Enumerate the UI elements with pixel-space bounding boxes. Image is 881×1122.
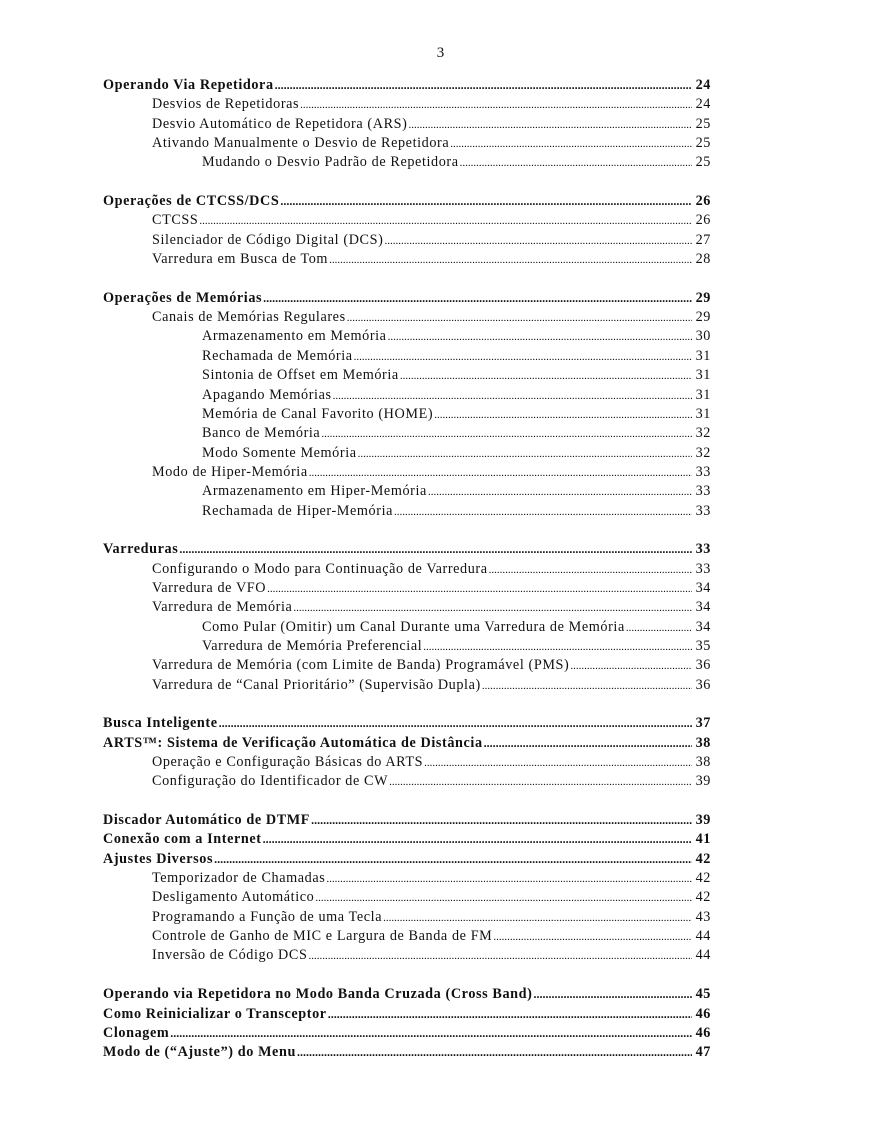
toc-entry-page: 46: [695, 1005, 711, 1022]
toc-entry-page: 24: [695, 77, 711, 93]
toc-leader-dots: [460, 154, 692, 173]
toc-section-entry: [103, 985, 711, 1004]
toc-entry-title: Programando a Função de uma Tecla: [152, 908, 383, 925]
toc-subsection-entry: [103, 134, 711, 153]
toc-entry-page: 35: [695, 637, 711, 654]
toc-entry-title: CTCSS: [152, 212, 199, 229]
toc-spacer: [103, 695, 711, 714]
toc-entry-title: Ativando Manualmente o Desvio de Repetidora: [152, 135, 450, 152]
toc-entry-page: 26: [695, 193, 711, 210]
toc-section-entry: [103, 811, 711, 830]
toc-entry-page: 36: [695, 657, 711, 674]
toc-entry-title: Varredura de Memória: [152, 599, 293, 616]
toc-entry-title: Varredura de VFO: [152, 579, 267, 596]
toc-leader-dots: [423, 638, 692, 657]
toc-entry-page: 32: [695, 444, 711, 461]
toc-leader-dots: [384, 232, 692, 251]
toc-entry-title: Canais de Memórias Regulares: [152, 309, 346, 326]
toc-entry-page: 33: [695, 541, 711, 558]
toc-subsection-entry: [103, 308, 711, 327]
toc-leader-dots: [493, 928, 692, 947]
toc-subsection-entry: [103, 908, 711, 927]
toc-entry-page: 29: [695, 309, 711, 326]
toc-entry-page: 33: [695, 560, 711, 577]
toc-leader-dots: [358, 445, 692, 464]
toc-entry-page: 33: [695, 483, 711, 500]
toc-leader-dots: [328, 1005, 692, 1024]
toc-entry-page: 44: [695, 947, 711, 964]
toc-entry-title: ARTS™: Sistema de Verificação Automática de Distância: [103, 734, 483, 751]
toc-entry-page: 41: [695, 831, 711, 848]
toc-entry-title: Ajustes Diversos: [103, 850, 214, 867]
toc-entry-page: 42: [695, 889, 711, 906]
toc-entry-title: Desvios de Repetidoras: [152, 96, 300, 113]
toc-subsection-entry: [103, 444, 711, 463]
toc-subsection-entry: [103, 869, 711, 888]
toc-subsection-entry: [103, 560, 711, 579]
toc-entry-title: Como Reinicializar o Transceptor: [103, 1005, 327, 1022]
toc-subsection-entry: [103, 405, 711, 424]
toc-leader-dots: [383, 909, 692, 928]
toc-entry-title: Desvio Automático de Repetidora (ARS): [152, 115, 408, 132]
toc-entry-page: 43: [695, 908, 711, 925]
toc-entry-title: Operando Via Repetidora: [103, 77, 274, 93]
toc-entry-title: Operando via Repetidora no Modo Banda Cruzada (Cross Band): [103, 986, 533, 1003]
toc-leader-dots: [326, 870, 692, 889]
toc-section-entry: [103, 734, 711, 753]
toc-subsection-entry: [103, 888, 711, 907]
toc-section-entry: [103, 830, 711, 849]
toc-entry-page: 30: [695, 328, 711, 345]
toc-entry-page: 39: [695, 812, 711, 829]
toc-entry-page: 32: [695, 425, 711, 442]
toc-leader-dots: [484, 734, 692, 753]
toc-entry-page: 38: [695, 734, 711, 751]
toc-entry-title: Discador Automático de DTMF: [103, 812, 311, 829]
toc-entry-title: Configurando o Modo para Continuação de Varredura: [152, 560, 488, 577]
toc-entry-title: Configuração do Identificador de CW: [152, 773, 389, 790]
toc-leader-dots: [308, 947, 692, 966]
toc-subsection-entry: [103, 231, 711, 250]
toc-section-entry: [103, 289, 711, 308]
toc-entry-page: 37: [695, 715, 711, 732]
toc-subsection-entry: [103, 95, 711, 114]
page-number: 3: [436, 45, 445, 61]
toc-entry-title: Varredura de Memória Preferencial: [202, 637, 423, 654]
toc-subsection-entry: [103, 211, 711, 230]
toc-leader-dots: [300, 96, 692, 115]
toc-subsection-entry: [103, 250, 711, 269]
toc-entry-title: Operações de CTCSS/DCS: [103, 193, 280, 210]
toc-entry-title: Varredura em Busca de Tom: [152, 251, 329, 268]
toc-section-entry: [103, 1024, 711, 1043]
toc-leader-dots: [428, 483, 692, 502]
toc-subsection-entry: [103, 482, 711, 501]
toc-section-entry: [103, 540, 711, 559]
toc-entry-title: Busca Inteligente: [103, 715, 218, 732]
toc-spacer: [103, 521, 711, 540]
toc-entry-page: 34: [695, 618, 711, 635]
toc-entry-page: 31: [695, 347, 711, 364]
toc-section-entry: [103, 1043, 711, 1062]
toc-entry-page: 25: [695, 154, 711, 171]
toc-leader-dots: [311, 811, 692, 830]
toc-entry-page: 47: [695, 1044, 711, 1061]
toc-subsection-entry: [103, 327, 711, 346]
toc-entry-title: Mudando o Desvio Padrão de Repetidora: [202, 154, 459, 171]
toc-subsection-entry: [103, 153, 711, 172]
toc-subsection-entry: [103, 753, 711, 772]
toc-entry-title: Controle de Ganho de MIC e Largura de Banda de FM: [152, 928, 493, 945]
toc-leader-dots: [309, 464, 692, 483]
toc-entry-page: 31: [695, 405, 711, 422]
toc-entry-page: 24: [695, 96, 711, 113]
toc-leader-dots: [329, 251, 692, 270]
toc-leader-dots: [293, 599, 692, 618]
toc-entry-page: 46: [695, 1024, 711, 1041]
toc-leader-dots: [400, 367, 692, 386]
toc-leader-dots: [408, 116, 692, 135]
toc-section-entry: [103, 76, 711, 95]
toc-subsection-entry: [103, 618, 711, 637]
toc-entry-page: 39: [695, 773, 711, 790]
toc-section-entry: [103, 1005, 711, 1024]
toc-entry-title: Varredura de Memória (com Limite de Banda) Programável (PMS): [152, 657, 570, 674]
toc-leader-dots: [354, 348, 692, 367]
toc-entry-page: 26: [695, 212, 711, 229]
toc-entry-page: 33: [695, 502, 711, 519]
toc-leader-dots: [450, 135, 692, 154]
toc-entry-title: Apagando Memórias: [202, 386, 332, 403]
toc-subsection-entry: [103, 463, 711, 482]
toc-entry-title: Clonagem: [103, 1024, 170, 1041]
toc-entry-title: Modo de (“Ajuste”) do Menu: [103, 1044, 296, 1061]
toc-leader-dots: [333, 387, 692, 406]
toc-entry-page: 25: [695, 135, 711, 152]
toc-leader-dots: [179, 540, 692, 559]
toc-entry-page: 42: [695, 850, 711, 867]
toc-section-entry: [103, 850, 711, 869]
toc-entry-page: 28: [695, 251, 711, 268]
toc-subsection-entry: [103, 656, 711, 675]
toc-entry-page: 31: [695, 367, 711, 384]
toc-entry-title: Temporizador de Chamadas: [152, 870, 326, 887]
toc-subsection-entry: [103, 946, 711, 965]
toc-spacer: [103, 966, 711, 985]
toc-subsection-entry: [103, 424, 711, 443]
toc-entry-title: Desligamento Automático: [152, 889, 315, 906]
toc-leader-dots: [434, 406, 692, 425]
toc-entry-title: Como Pular (Omitir) um Canal Durante uma Varredura de Memória: [202, 618, 625, 635]
toc-spacer: [103, 269, 711, 288]
toc-subsection-entry: [103, 927, 711, 946]
toc-entry-page: 44: [695, 928, 711, 945]
toc-leader-dots: [394, 503, 692, 522]
toc-entry-title: Operação e Configuração Básicas do ARTS: [152, 754, 424, 771]
toc-spacer: [103, 792, 711, 811]
toc-subsection-entry: [103, 386, 711, 405]
toc-entry-title: Memória de Canal Favorito (HOME): [202, 405, 434, 422]
toc-leader-dots: [626, 619, 692, 638]
toc-entry-title: Modo Somente Memória: [202, 444, 357, 461]
toc-leader-dots: [297, 1043, 692, 1062]
toc-subsection-entry: [103, 502, 711, 521]
toc-entry-page: 34: [695, 599, 711, 616]
toc-leader-dots: [388, 328, 692, 347]
toc-section-entry: [103, 192, 711, 211]
toc-subsection-entry: [103, 366, 711, 385]
toc-leader-dots: [315, 889, 692, 908]
toc-leader-dots: [347, 309, 692, 328]
toc-leader-dots: [275, 76, 692, 95]
toc-entry-title: Sintonia de Offset em Memória: [202, 367, 399, 384]
toc-leader-dots: [389, 773, 692, 792]
toc-leader-dots: [214, 850, 692, 869]
toc-entry-page: 25: [695, 115, 711, 132]
toc-entry-page: 27: [695, 231, 711, 248]
toc-entry-title: Rechamada de Hiper-Memória: [202, 502, 394, 519]
toc-subsection-entry: [103, 772, 711, 791]
toc-leader-dots: [533, 985, 692, 1004]
toc-entry-page: 38: [695, 754, 711, 771]
toc-entry-title: Inversão de Código DCS: [152, 947, 308, 964]
toc-entry-title: Operações de Memórias: [103, 289, 263, 306]
table-of-contents: [103, 76, 711, 1063]
toc-subsection-entry: [103, 115, 711, 134]
toc-entry-title: Rechamada de Memória: [202, 347, 353, 364]
toc-entry-title: Silenciador de Código Digital (DCS): [152, 231, 384, 248]
toc-leader-dots: [267, 580, 692, 599]
toc-entry-page: 34: [695, 579, 711, 596]
toc-leader-dots: [482, 677, 692, 696]
toc-entry-title: Varreduras: [103, 541, 179, 558]
toc-entry-title: Modo de Hiper-Memória: [152, 463, 308, 480]
toc-entry-title: Varredura de “Canal Prioritário” (Supervisão Dupla): [152, 676, 481, 693]
toc-entry-page: 31: [695, 386, 711, 403]
toc-entry-page: 45: [695, 986, 711, 1003]
toc-subsection-entry: [103, 676, 711, 695]
toc-subsection-entry: [103, 598, 711, 617]
toc-entry-title: Banco de Memória: [202, 425, 321, 442]
toc-subsection-entry: [103, 347, 711, 366]
toc-leader-dots: [280, 192, 692, 211]
toc-leader-dots: [263, 289, 692, 308]
toc-section-entry: [103, 714, 711, 733]
toc-subsection-entry: [103, 579, 711, 598]
toc-subsection-entry: [103, 637, 711, 656]
toc-leader-dots: [263, 830, 692, 849]
toc-leader-dots: [489, 561, 692, 580]
toc-entry-page: 29: [695, 289, 711, 306]
toc-entry-page: 33: [695, 463, 711, 480]
toc-leader-dots: [321, 425, 692, 444]
toc-entry-title: Armazenamento em Hiper-Memória: [202, 483, 427, 500]
toc-leader-dots: [570, 657, 692, 676]
toc-leader-dots: [219, 714, 692, 733]
toc-entry-title: Conexão com a Internet: [103, 831, 262, 848]
toc-entry-title: Armazenamento em Memória: [202, 328, 387, 345]
toc-leader-dots: [170, 1024, 692, 1043]
toc-leader-dots: [199, 212, 692, 231]
toc-entry-page: 42: [695, 870, 711, 887]
toc-spacer: [103, 173, 711, 192]
toc-leader-dots: [424, 754, 692, 773]
toc-entry-page: 36: [695, 676, 711, 693]
